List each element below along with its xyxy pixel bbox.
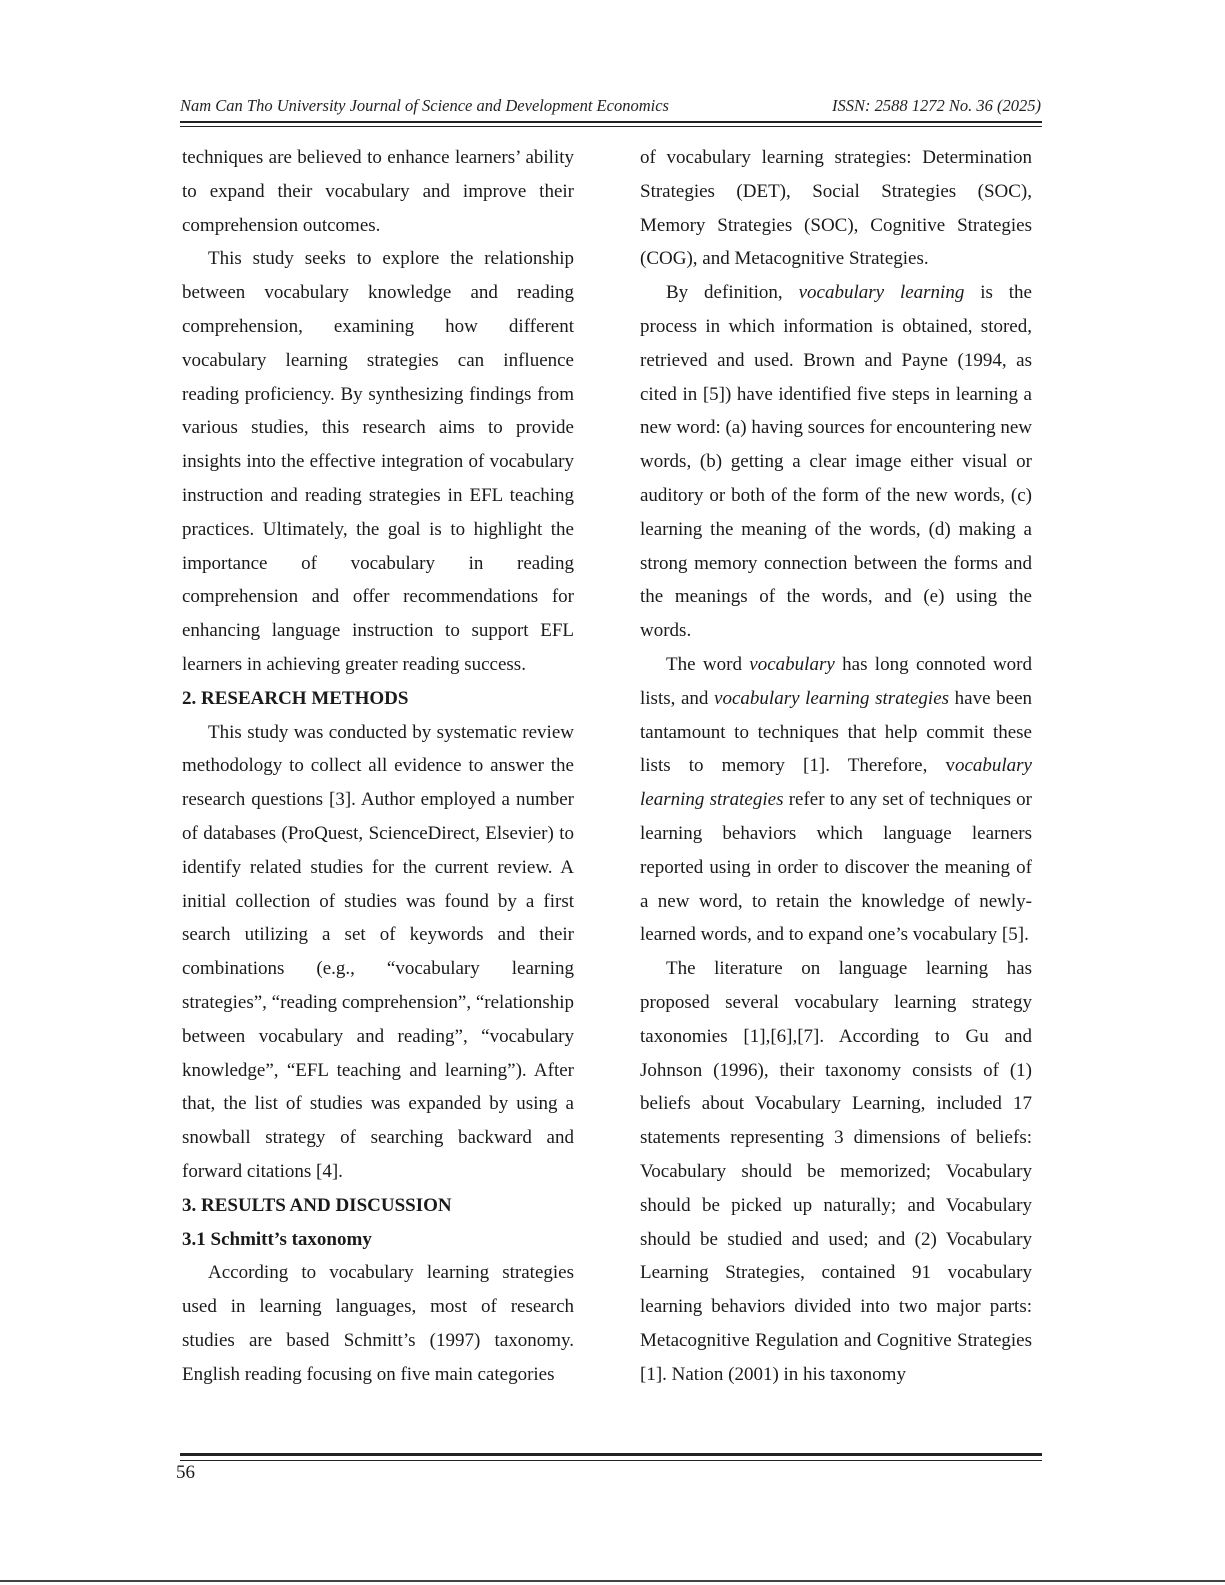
- text-run: refer to any set of techniques or learning behaviors which language learners reported using in order to discover the meaning of a new word, to retain the knowledge of newly-learned words, and to expand one’s vocabulary [5].: [640, 789, 1032, 946]
- left-column: [182, 141, 574, 1391]
- section-heading: 2. RESEARCH METHODS: [182, 687, 409, 709]
- text-run: The word: [666, 653, 750, 675]
- text-run: By definition,: [666, 282, 799, 304]
- page-number: 56: [176, 1462, 195, 1483]
- paragraph: techniques are believed to enhance learners’ ability to expand their vocabulary and improve their comprehension outcomes.: [182, 147, 574, 236]
- text-run: is the process in which information is obtained, stored, retrieved and used. Brown and Payne (1994, as cited in [5]) have identified five steps in learning a new word: (a) having sources for encountering new words, (b) getting a clear image either visual or auditory or both of the form of the new words, (c) learning the meaning of the words, (d) making a strong memory connection between the forms and the meanings of the words, and (e) using the words.: [640, 282, 1033, 642]
- text-run: has long connoted word lists, and: [640, 653, 1032, 709]
- journal-title: Nam Can Tho University Journal of Science and Development Economics: [180, 96, 669, 115]
- italic-term: ocabulary learning strategies: [640, 755, 1032, 811]
- paragraph: of vocabulary learning strategies: Determination Strategies (DET), Social Strategies (SOC), Memory Strategies (SOC), Cognitive Strategies (COG), and Metacognitive Strategies.: [640, 147, 1032, 270]
- right-column: [640, 141, 1032, 1391]
- text-run: have been tantamount to techniques that help commit these lists to memory [1]. Therefore, v: [640, 687, 1032, 777]
- paragraph: [640, 276, 1032, 648]
- italic-term: vocabulary: [749, 653, 835, 675]
- running-header: [180, 96, 1041, 124]
- page-edge-line: [0, 1580, 1225, 1582]
- italic-term: vocabulary learning strategies: [714, 687, 950, 709]
- paragraph: According to vocabulary learning strategies used in learning languages, most of research studies are based Schmitt’s (1997) taxonomy. English reading focusing on five main categories: [182, 1262, 574, 1385]
- paragraph: The literature on language learning has proposed several vocabulary learning strategy taxonomies [1],[6],[7]. According to Gu and Johnson (1996), their taxonomy consists of (1) beliefs about Vocabulary Learning, included 17 statements representing 3 dimensions of beliefs: Vocabulary should be memorized; Vocabulary should be picked up naturally; and Vocabulary should be studied and used; and (2) Vocabulary Learning Strategies, contained 91 vocabulary learning behaviors divided into two major parts: Metacognitive Regulation and Cognitive Strategies [1]. Nation (2001) in his taxonomy: [640, 958, 1032, 1385]
- issn-issue: ISSN: 2588 1272 No. 36 (2025): [832, 96, 1041, 115]
- italic-term: vocabulary learning: [798, 282, 965, 304]
- section-heading: 3. RESULTS AND DISCUSSION: [182, 1194, 452, 1216]
- paragraph: This study was conducted by systematic review methodology to collect all evidence to answer the research questions [3]. Author employed a number of databases (ProQuest, ScienceDirect, Elsevier) to identify related studies for the current review. A initial collection of studies was found by a first search utilizing a set of keywords and their combinations (e.g., “vocabulary learning strategies”, “reading comprehension”, “relationship between vocabulary and reading”, “vocabulary knowledge”, “EFL teaching and learning”). After that, the list of studies was expanded by using a snowball strategy of searching backward and forward citations [4].: [182, 721, 574, 1182]
- header-rule: [180, 121, 1042, 127]
- footer-rule: [180, 1453, 1042, 1461]
- subsection-heading: 3.1 Schmitt’s taxonomy: [182, 1228, 372, 1250]
- paragraph: [640, 648, 1032, 952]
- paragraph: This study seeks to explore the relationship between vocabulary knowledge and reading comprehension, examining how different vocabulary learning strategies can influence reading proficiency. By synthesizing findings from various studies, this research aims to provide insights into the effective integration of vocabulary instruction and reading strategies in EFL teaching practices. Ultimately, the goal is to highlight the importance of vocabulary in reading comprehension and offer recommendations for enhancing language instruction to support EFL learners in achieving greater reading success.: [182, 248, 574, 675]
